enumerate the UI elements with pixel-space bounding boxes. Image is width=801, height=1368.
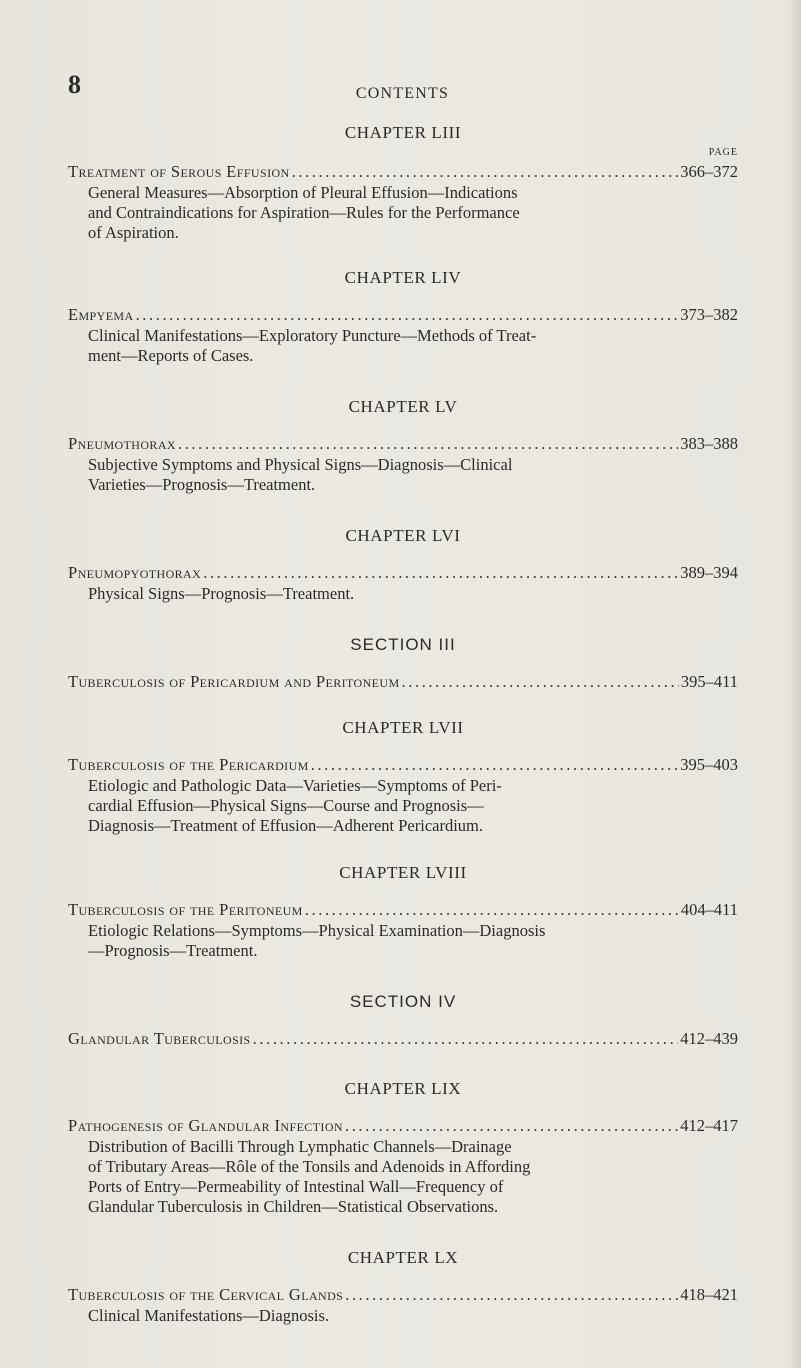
toc-block [68,265,738,366]
dot-leader [402,670,679,693]
description-line: General Measures—Absorption of Pleural Effusion—Indications [88,183,518,202]
dot-leader [292,160,679,183]
toc-entry [68,670,738,693]
toc-block [68,860,738,961]
toc-entry-pages: 412–439 [680,1029,738,1048]
running-head-title: CONTENTS [355,85,450,102]
description-line: Glandular Tuberculosis in Children—Statistical Observations. [88,1197,499,1216]
description-line: Physical Signs—Prognosis—Treatment. [88,584,355,603]
page-edge-shadow [787,0,801,1368]
description-line: Varieties—Prognosis—Treatment. [88,475,316,494]
description-line: Ports of Entry—Permeability of Intestinal Wall—Frequency of [88,1177,504,1196]
dot-leader [311,753,679,776]
toc-entry-description [68,1137,738,1217]
dot-leader [136,303,679,326]
toc-block [68,1076,738,1217]
page-column-label: PAGE [708,147,738,158]
toc-block [68,715,738,836]
toc-entry [68,432,738,455]
dot-leader [345,1114,678,1137]
running-head [68,72,737,102]
toc-entry-title: Empyema [68,305,134,324]
toc-entry-title: Pathogenesis of Glandular Infection [68,1116,343,1135]
toc-heading: CHAPTER LIV [344,268,462,287]
toc-entry-pages: 383–388 [680,434,738,453]
toc-entry-pages: 412–417 [680,1116,738,1135]
toc-entry-description [68,921,738,961]
description-line: Diagnosis—Treatment of Effusion—Adherent Pericardium. [88,816,484,835]
description-line: of Tributary Areas—Rôle of the Tonsils and Adenoids in Affording [88,1157,531,1176]
description-line: —Prognosis—Treatment. [88,941,258,960]
description-line: Distribution of Bacilli Through Lymphatic Channels—Drainage [88,1137,512,1156]
toc-heading: CHAPTER LVII [342,718,464,737]
toc-entry-title: Tuberculosis of Pericardium and Peritoneum [68,672,400,691]
description-line: Etiologic Relations—Symptoms—Physical Examination—Diagnosis [88,921,546,940]
toc-heading: CHAPTER LVIII [339,863,467,882]
toc-heading: SECTION IV [349,992,457,1011]
dot-leader [178,432,678,455]
toc-heading: CHAPTER LVI [345,526,461,545]
toc-entry [68,1283,738,1306]
toc-entry-description [68,183,738,243]
description-line: Subjective Symptoms and Physical Signs—Diagnosis—Clinical [88,455,513,474]
toc-entry [68,1027,738,1050]
toc-entry-pages: 366–372 [680,162,738,181]
description-line: ment—Reports of Cases. [88,346,254,365]
toc-entry-title: Glandular Tuberculosis [68,1029,251,1048]
toc-entry-pages: 389–394 [680,563,738,582]
toc-entry [68,561,738,584]
toc-block [68,120,738,243]
toc-heading: CHAPTER LV [348,397,458,416]
toc-entry [68,898,738,921]
toc-entry-title: Pneumothorax [68,434,176,453]
dot-leader [305,898,679,921]
toc-entry-pages: 395–411 [680,672,738,691]
toc-entry [68,753,738,776]
toc-entry-description [68,1306,738,1326]
toc-heading: CHAPTER LX [347,1248,459,1267]
toc-heading: CHAPTER LIII [344,123,462,142]
dot-leader [253,1027,679,1050]
description-line: and Contraindications for Aspiration—Rules for the Performance [88,203,520,222]
toc-heading: SECTION III [350,635,456,654]
toc-entry-description [68,776,738,836]
toc-entry-pages: 373–382 [680,305,738,324]
toc-entry [68,1114,738,1137]
toc-block [68,523,738,604]
toc-entry-title: Treatment of Serous Effusion [68,162,290,181]
description-line: cardial Effusion—Physical Signs—Course and Prognosis— [88,796,484,815]
toc-entry-title: Tuberculosis of the Cervical Glands [68,1285,344,1304]
description-line: Clinical Manifestations—Diagnosis. [88,1306,330,1325]
dot-leader [203,561,678,584]
toc-entry-title: Tuberculosis of the Pericardium [68,755,309,774]
toc-entry-pages: 395–403 [680,755,738,774]
toc-entry [68,303,738,326]
description-line: Etiologic and Pathologic Data—Varieties—Symptoms of Peri- [88,776,502,795]
toc-block [68,989,738,1050]
toc-entry-description [68,326,738,366]
toc-heading: CHAPTER LIX [344,1079,462,1098]
description-line: of Aspiration. [88,223,179,242]
toc-block [68,394,738,495]
toc-block [68,1245,738,1326]
toc-entry-description [68,584,738,604]
toc-entry-title: Pneumopyothorax [68,563,202,582]
toc-block [68,632,738,693]
dot-leader [345,1283,678,1306]
toc-entry-description [68,455,738,495]
toc-entry-title: Tuberculosis of the Peritoneum [68,900,303,919]
toc-entry-pages: 404–411 [680,900,738,919]
toc-entry [68,160,738,183]
toc-entry-pages: 418–421 [680,1285,738,1304]
description-line: Clinical Manifestations—Exploratory Puncture—Methods of Treat- [88,326,537,345]
table-of-contents [68,120,738,1326]
page-number: 8 [68,70,81,99]
